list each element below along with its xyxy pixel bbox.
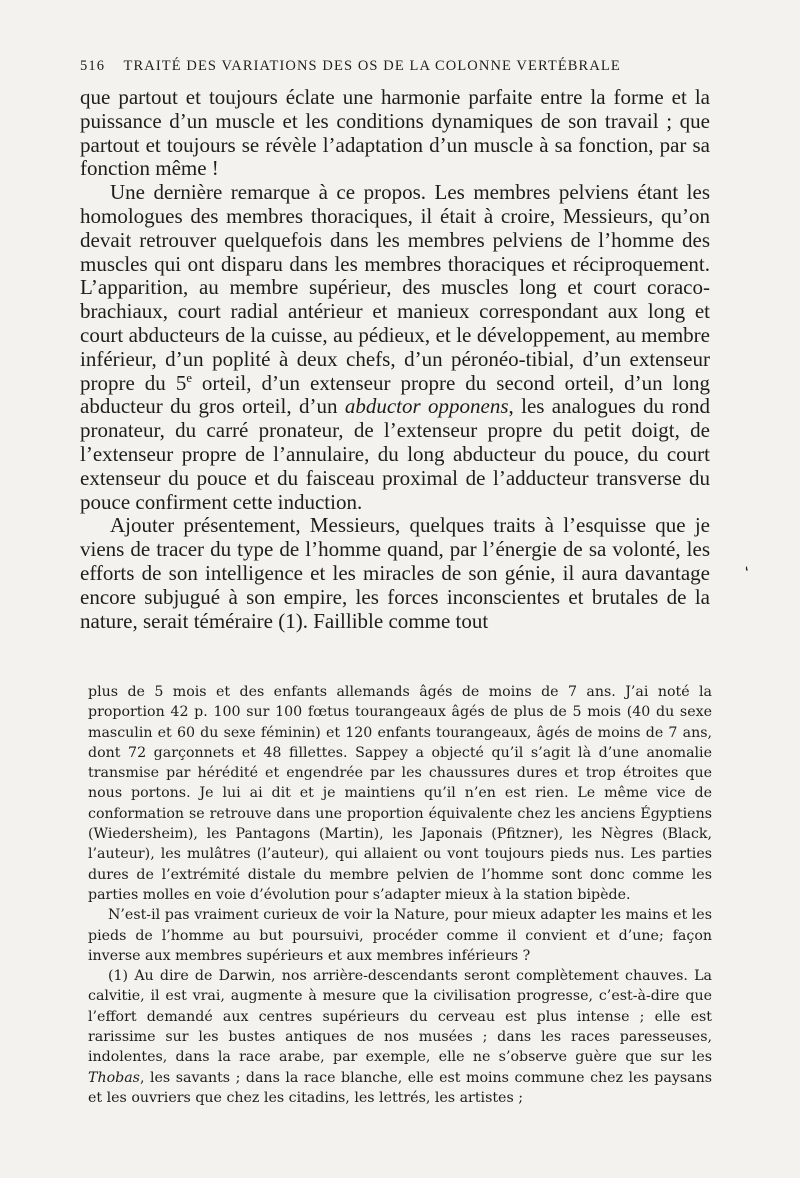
footnotes xyxy=(88,682,712,1108)
footnote-1 xyxy=(88,966,712,1108)
running-title: TRAITÉ DES VARIATIONS DES OS DE LA COLONNE VERTÉBRALE xyxy=(123,58,621,74)
superscript-e: e xyxy=(186,370,192,385)
italic-term: abductor opponens xyxy=(344,394,509,419)
margin-mark-icon: ‘ xyxy=(741,562,756,583)
paragraph-2-part-c: , les analogues du rond pronateur, du carré pronateur, de l’extenseur propre du petit doigt, de l’extenseur propre de l’annulaire, du long abducteur du pouce, du court extenseur du pouce et du faisceau proximal de l’adducteur transverse du pouce confirment cette induction. xyxy=(80,394,710,514)
paragraph-2-part-a: Une dernière remarque à ce propos. Les membres pelviens étant les homologues des membres thoraciques, il était à croire, Messieurs, qu’on devait retrouver quelquefois dans les membres pelviens de l’homme des muscles qui ont disparu dans les membres thoraciques et réciproquement. L’apparition, au membre supérieur, des muscles long et court coraco-brachiaux, court radial antérieur et manieux correspondant aux long et court abducteurs de la cuisse, au pédieux, et le développement, au membre inférieur, d’un poplité à deux chefs, d’un péronéo-tibial, d’un extenseur propre du 5 xyxy=(80,180,710,395)
footnote-1-part-b: , les savants ; dans la race blanche, elle est moins commune chez les paysans et les ouvriers que chez les citadins, les lettrés, les artistes ; xyxy=(88,1069,712,1106)
main-text xyxy=(80,86,710,633)
footnote-1-part-a: (1) Au dire de Darwin, nos arrière-descendants seront complètement chauves. La calvitie, il est vrai, augmente à mesure que la civilisation progresse, c’est-à-dire que l’effort demandé aux centres supérieurs du cerveau est plus intense ; elle est rarissime sur les bustes antiques de nos musées ; dans les races paresseuses, indolentes, dans la race arabe, par exemple, elle ne s’observe guère que sur les xyxy=(88,968,712,1066)
footnote-1-italic: Thobas xyxy=(88,1069,140,1086)
page-header xyxy=(80,58,720,75)
paragraph-2-part-b: orteil, d’un extenseur propre du second orteil, d’un long abducteur du gros orteil, d’un xyxy=(80,370,710,419)
footnote-paragraph: N’est-il pas vraiment curieux de voir la Nature, pour mieux adapter les mains et les pieds de l’homme au but poursuivi, procéder comme il convient et d’une; façon inverse aux membres supérieurs et aux membres inférieurs ? xyxy=(88,907,712,964)
page-number: 516 xyxy=(80,58,106,74)
paragraph-2 xyxy=(80,181,710,514)
paragraph-1: que partout et toujours éclate une harmonie parfaite entre la forme et la puissance d’un muscle et les conditions dynamiques de son travail ; que partout et toujours se révèle l’adaptation d’un muscle à sa fonction, par sa fonction même ! xyxy=(80,85,710,181)
footnote-continuation: plus de 5 mois et des enfants allemands âgés de moins de 7 ans. J’ai noté la proportion 42 p. 100 sur 100 fœtus tourangeaux âgés de plus de 5 mois (40 du sexe masculin et 60 du sexe féminin) et 120 enfants tourangeaux, âgés de moins de 7 ans, dont 72 garçonnets et 48 fillettes. Sappey a objecté qu’il s’agit là d’une anomalie transmise par hérédité et engendrée par les chaussures dures et trop étroites que nous portons. Je lui ai dit et je maintiens qu’il n’en est rien. Le même vice de conformation se retrouve dans une proportion équivalente chez les anciens Égyptiens (Wiedersheim), les Pantagons (Martin), les Japonais (Pfitzner), les Nègres (Black, l’auteur), les mulâtres (l’auteur), qui allaient ou vont toujours pieds nus. Les parties dures de l’extrémité distale du membre pelvien de l’homme sont donc comme les parties molles en voie d’évolution pour s’adapter mieux à la station bipède. xyxy=(88,684,712,903)
paragraph-3: Ajouter présentement, Messieurs, quelques traits à l’esquisse que je viens de tracer du type de l’homme quand, par l’énergie de sa volonté, les efforts de son intelligence et les miracles de son génie, il aura davantage encore subjugué à son empire, les forces inconscientes et brutales de la nature, serait téméraire (1). Faillible comme tout xyxy=(80,513,710,633)
